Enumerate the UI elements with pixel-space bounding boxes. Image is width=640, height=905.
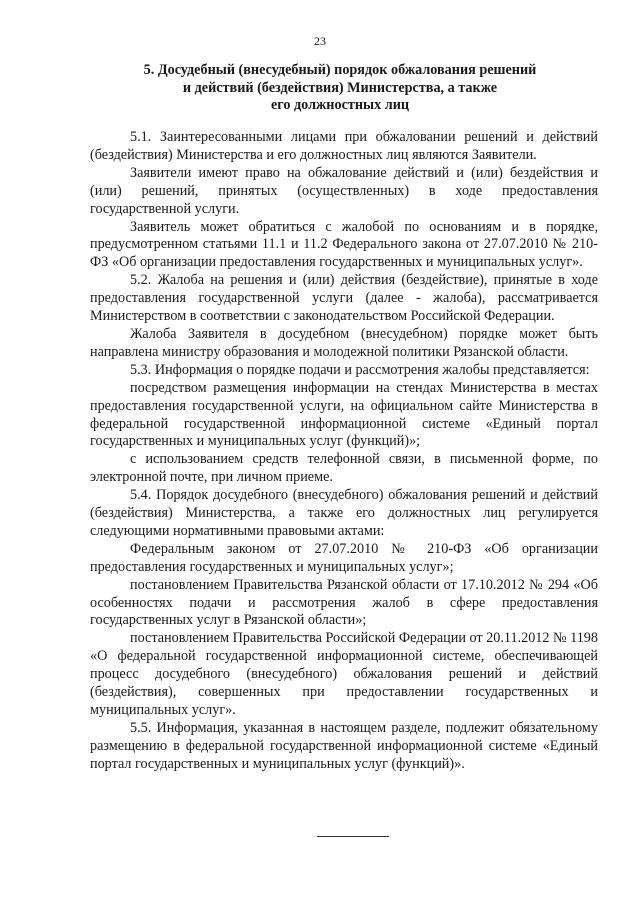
paragraph-info-phone: с использованием средств телефонной связи, в письменной форме, по электронной почте, при личном приеме. <box>90 451 598 486</box>
paragraph-applicant-rights: Заявители имеют право на обжалование действий и (или) бездействия и (или) решений, принятых (осуществленных) в ходе предоставления государственной услуги. <box>90 164 598 217</box>
section-title-line-3: его должностных лиц <box>270 97 410 113</box>
paragraph-federal-resolution: постановлением Правительства Российской Федерации от 20.11.2012 № 1198 «О федеральной государственной информационной системе, обеспечивающей процесс досудебного (внесудебного) обжалования решений и действий (бездействия), совершенных при предоставлении государственных и муниципальных услуг». <box>90 630 598 718</box>
section-title-line-2: и действий (бездействия) Министерства, а также <box>182 79 498 96</box>
paragraph-complaint-grounds: Заявитель может обратиться с жалобой по основаниям и в порядке, предусмотренном статьями 11.1 и 11.2 Федерального закона от 27.07.2010 № 210-ФЗ «Об организации предоставления государственных и муниципальных услуг». <box>90 218 598 271</box>
paragraph-complaint-recipient: Жалоба Заявителя в досудебном (внесудебном) порядке может быть направлена министру образования и молодежной политики Рязанской области. <box>90 325 598 360</box>
paragraph-info-stands: посредством размещения информации на стендах Министерства в местах предоставления государственной услуги, на официальном сайте Министерства в федеральной государственной информационной системе «Единый портал государственных и муниципальных услуг (функций)»; <box>90 379 598 450</box>
paragraph-5-3: 5.3. Информация о порядке подачи и рассмотрения жалобы представляется: <box>130 361 590 378</box>
page-number: 23 <box>314 34 326 48</box>
paragraph-5-1: 5.1. Заинтересованными лицами при обжаловании решений и действий (бездействия) Министерства и его должностных лиц являются Заявители. <box>90 129 598 163</box>
paragraph-5-4: 5.4. Порядок досудебного (внесудебного) обжалования решений и действий (бездействия) Министерства, а также его должностных лиц регулируется следующими нормативными правовыми актами: <box>90 487 598 539</box>
section-heading <box>90 62 590 115</box>
section-title-line-1: 5. Досудебный (внесудебный) порядок обжалования решений <box>143 62 537 78</box>
section-body <box>90 129 598 774</box>
paragraph-federal-law: Федеральным законом от 27.07.2010 № 210-ФЗ «Об организации предоставления государственных и муниципальных услуг»; <box>90 540 598 575</box>
paragraph-regional-resolution: постановлением Правительства Рязанской области от 17.10.2012 № 294 «Об особенностях подачи и рассмотрения жалоб в сфере предоставления государственных услуг в Рязанской области»; <box>90 576 598 629</box>
end-rule <box>317 836 389 837</box>
paragraph-5-5: 5.5. Информация, указанная в настоящем разделе, подлежит обязательному размещению в федеральной государственной информационной системе «Единый портал государственных и муниципальных услуг (функций)». <box>90 719 598 772</box>
paragraph-5-2: 5.2. Жалоба на решения и (или) действия (бездействие), принятые в ходе предоставления государственной услуги (далее - жалоба), рассматривается Министерством в соответствии с законодательством Российской Федерации. <box>90 272 598 325</box>
